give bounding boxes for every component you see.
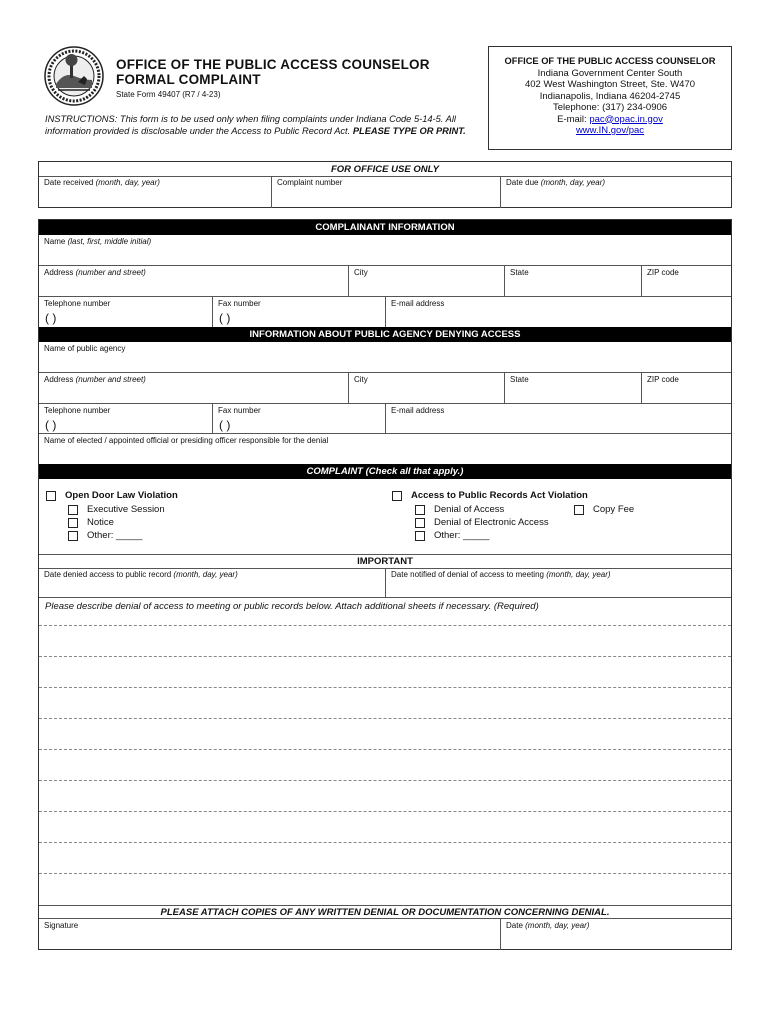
complainant-name-field[interactable]: Name (last, first, middle initial) (39, 235, 731, 266)
other-right-checkbox[interactable]: Other: _____ (415, 530, 489, 541)
agency-telephone-field[interactable]: Telephone number ( ) (39, 404, 213, 433)
agency-state-field[interactable]: State (505, 373, 642, 403)
denial-access-checkbox[interactable]: Denial of Access (415, 504, 504, 515)
complainant-zip-field[interactable]: ZIP code (647, 268, 679, 277)
open-door-checkbox[interactable]: Open Door Law Violation (46, 490, 178, 501)
office-use-section (38, 161, 732, 208)
agency-name-field[interactable]: Name of public agency (39, 342, 731, 373)
agency-official-field[interactable]: Name of elected / appointed official or presiding officer responsible for the denial (44, 436, 329, 445)
checkbox-icon (68, 505, 78, 515)
complainant-address-field[interactable]: Address (number and street) (39, 266, 349, 296)
apra-checkbox[interactable]: Access to Public Records Act Violation (392, 490, 588, 501)
important-heading: IMPORTANT (39, 554, 731, 569)
writing-line (39, 873, 731, 874)
form-title: OFFICE OF THE PUBLIC ACCESS COUNSELOR FORMAL COMPLAINT (116, 57, 430, 87)
agency-email-field[interactable]: E-mail address (391, 406, 445, 415)
notice-checkbox[interactable]: Notice (68, 517, 114, 528)
form-number: State Form 49407 (R7 / 4-23) (116, 90, 221, 99)
description-area[interactable] (39, 598, 731, 904)
writing-line (39, 625, 731, 626)
agency-city-field[interactable]: City (349, 373, 505, 403)
checkbox-icon (46, 491, 56, 501)
writing-line (39, 687, 731, 688)
complaint-number-field[interactable]: Complaint number (272, 176, 501, 208)
complainant-state-field[interactable]: State (505, 266, 642, 296)
writing-line (39, 749, 731, 750)
description-prompt: Please describe denial of access to meeting or public records below. Attach additional sheets if necessary. (Required) (45, 601, 539, 612)
date-due-field[interactable]: Date due (month, day, year) (506, 178, 606, 187)
complainant-telephone-field[interactable]: Telephone number ( ) (39, 297, 213, 328)
agency-address-field[interactable]: Address (number and street) (39, 373, 349, 403)
office-use-heading: FOR OFFICE USE ONLY (39, 163, 731, 177)
writing-line (39, 656, 731, 657)
agency-heading: INFORMATION ABOUT PUBLIC AGENCY DENYING ACCESS (39, 327, 731, 342)
writing-line (39, 811, 731, 812)
date-received-field[interactable]: Date received (month, day, year) (39, 176, 272, 208)
contact-box: OFFICE OF THE PUBLIC ACCESS COUNSELOR Indiana Government Center South 402 West Washington Street, Ste. W470 Indianapolis, Indiana 46204-2745 Telephone: (317) 234-0906 E-mail: pac@opac.in.gov www.IN.gov/pac (488, 46, 732, 150)
agency-zip-field[interactable]: ZIP code (647, 375, 679, 384)
state-seal-icon (44, 46, 104, 106)
date-notified-field[interactable]: Date notified of denial of access to meeting (month, day, year) (391, 570, 611, 579)
complainant-email-field[interactable]: E-mail address (391, 299, 445, 308)
complainant-city-field[interactable]: City (349, 266, 505, 296)
copy-fee-checkbox[interactable]: Copy Fee (574, 504, 634, 515)
writing-line (39, 718, 731, 719)
executive-session-checkbox[interactable]: Executive Session (68, 504, 165, 515)
signature-date-field[interactable]: Date (month, day, year) (506, 921, 590, 930)
writing-line (39, 842, 731, 843)
checkbox-icon (415, 505, 425, 515)
checkbox-icon (68, 531, 78, 541)
instructions-text: INSTRUCTIONS: This form is to be used only when filing complaints under Indiana Code 5-14-5. All information provided is disclosable under the Access to Public Record Act. PLEASE TYPE OR PRINT. (45, 114, 466, 136)
checkbox-icon (574, 505, 584, 515)
signature-field[interactable]: Signature (39, 919, 501, 950)
main-form (38, 219, 732, 950)
attach-notice: PLEASE ATTACH COPIES OF ANY WRITTEN DENIAL OR DOCUMENTATION CONCERNING DENIAL. (39, 905, 731, 919)
complaint-heading: COMPLAINT (Check all that apply.) (39, 464, 731, 479)
checkbox-icon (415, 518, 425, 528)
complainant-heading: COMPLAINANT INFORMATION (39, 220, 731, 235)
denial-electronic-checkbox[interactable]: Denial of Electronic Access (415, 517, 549, 528)
checkbox-icon (392, 491, 402, 501)
date-denied-field[interactable]: Date denied access to public record (month, day, year) (39, 568, 386, 597)
writing-line (39, 780, 731, 781)
other-left-checkbox[interactable]: Other: _____ (68, 530, 142, 541)
agency-fax-field[interactable]: Fax number ( ) (213, 404, 386, 433)
checkbox-icon (68, 518, 78, 528)
email-link[interactable]: pac@opac.in.gov (589, 113, 663, 125)
complainant-fax-field[interactable]: Fax number ( ) (213, 297, 386, 328)
checkbox-icon (415, 531, 425, 541)
website-link[interactable]: www.IN.gov/pac (575, 125, 645, 136)
